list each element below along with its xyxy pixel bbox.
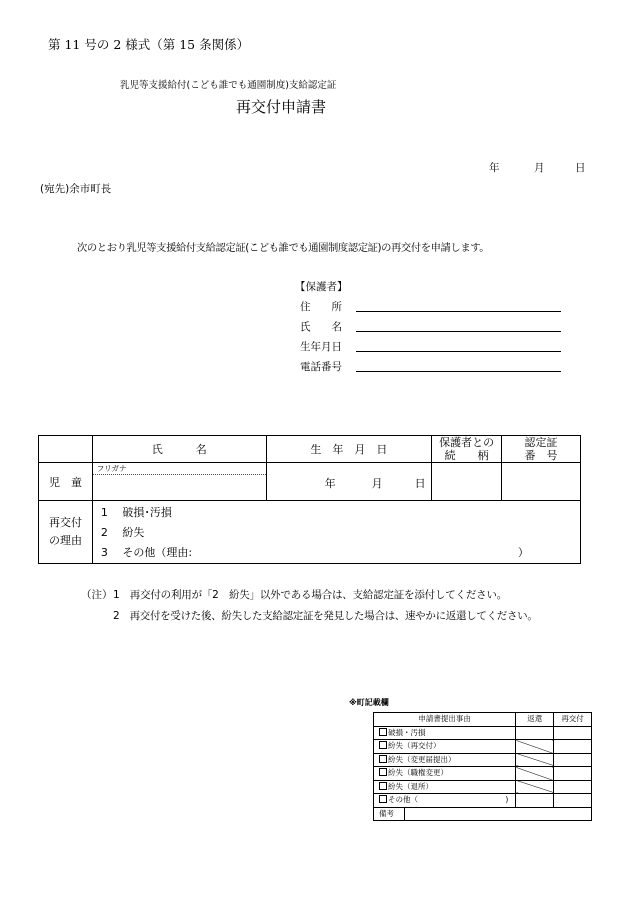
guardian-name-label: 氏 名 (300, 321, 342, 333)
child-info-table (38, 435, 581, 564)
date-month: 月 (534, 162, 545, 174)
office-return-cell[interactable] (516, 726, 554, 740)
checkbox-icon[interactable] (379, 795, 387, 803)
checkbox-icon[interactable] (379, 782, 387, 790)
date-year: 年 (489, 162, 500, 174)
child-dob-day: 日 (414, 477, 426, 490)
office-reissue-cell[interactable] (554, 740, 592, 754)
office-return-na-cell (516, 740, 554, 754)
office-return-na-cell (516, 753, 554, 767)
header-cert-number (502, 436, 581, 463)
office-row-label[interactable] (374, 780, 516, 794)
office-reissue-cell[interactable] (554, 753, 592, 767)
office-remarks-label: 備考 (374, 807, 405, 821)
office-reissue-cell[interactable] (554, 794, 592, 808)
office-row-close: ) (505, 795, 509, 805)
addressee: (宛先)余市町長 (40, 183, 112, 195)
office-header-reason: 申請書提出事由 (374, 713, 516, 727)
header-blank (39, 436, 93, 463)
checkbox-icon[interactable] (379, 755, 387, 763)
child-dob-cell[interactable] (266, 463, 432, 501)
child-cert-number-cell[interactable] (502, 463, 581, 501)
notes-prefix: （注） (81, 589, 113, 601)
guardian-phone-line[interactable] (356, 371, 561, 372)
office-row-label[interactable] (374, 767, 516, 781)
form-number: 第 11 号の 2 様式（第 15 条関係） (48, 37, 250, 52)
reason-option-other[interactable]: 3 その他（理由: (100, 546, 193, 559)
guardian-name-line[interactable] (356, 331, 561, 332)
child-dob-month: 月 (371, 477, 383, 490)
office-row-text: その他（ (388, 795, 418, 805)
guardian-phone-label: 電話番号 (300, 361, 342, 373)
guardian-address-line[interactable] (356, 311, 561, 312)
child-dob-year: 年 (324, 477, 336, 490)
office-row-label[interactable] (374, 753, 516, 767)
office-header-return: 返還 (516, 713, 554, 727)
furigana-label: フリガナ (93, 463, 266, 475)
office-row-label[interactable] (374, 726, 516, 740)
date-day: 日 (575, 162, 586, 174)
office-reissue-cell[interactable] (554, 780, 592, 794)
office-row-text: 破損・汚損 (388, 727, 426, 737)
checkbox-icon[interactable] (379, 768, 387, 776)
office-reissue-cell[interactable] (554, 726, 592, 740)
guardian-dob-label: 生年月日 (300, 341, 342, 353)
child-name-cell[interactable] (92, 463, 266, 501)
guardian-header: 【保護者】 (295, 281, 348, 293)
form-title: 再交付申請書 (236, 98, 327, 116)
child-relation-cell[interactable] (432, 463, 502, 501)
header-relation (432, 436, 502, 463)
office-row-text: 紛失（再交付） (388, 741, 441, 751)
office-use-title: ※町記載欄 (349, 698, 389, 707)
reason-label (39, 501, 93, 564)
application-statement: 次のとおり乳児等支援給付支給認定証(こども誰でも通園制度認定証)の再交付を申請します。 (77, 242, 490, 254)
header-relation-line1: 保護者との (439, 436, 495, 449)
reason-label-line2: の理由 (48, 534, 82, 547)
checkbox-icon[interactable] (379, 728, 387, 736)
guardian-address-label: 住 所 (300, 301, 342, 313)
office-reissue-cell[interactable] (554, 767, 592, 781)
reason-label-line1: 再交付 (48, 516, 82, 529)
header-name: 氏 名 (92, 436, 266, 463)
header-cert-line1: 認定証 (524, 436, 558, 449)
guardian-dob-line[interactable] (356, 351, 561, 352)
office-row-label[interactable] (374, 794, 516, 808)
reason-option-damaged[interactable]: 1 破損･汚損 (100, 506, 172, 519)
checkbox-icon[interactable] (379, 741, 387, 749)
office-header-reissue: 再交付 (554, 713, 592, 727)
header-dob: 生 年 月 日 (266, 436, 432, 463)
office-return-na-cell (516, 780, 554, 794)
header-relation-line2: 続 柄 (444, 449, 489, 462)
child-label: 児 童 (39, 463, 93, 501)
office-row-text: 紛失（職権変更） (388, 768, 448, 778)
office-return-cell[interactable] (516, 794, 554, 808)
form-subtitle: 乳児等支援給付(こども誰でも通園制度)支給認定証 (120, 80, 337, 91)
office-row-label[interactable] (374, 740, 516, 754)
note-2: 2 再交付を受けた後、紛失した支給認定証を発見した場合は、速やかに返還してください。 (113, 610, 538, 622)
office-return-na-cell (516, 767, 554, 781)
office-use-table (373, 712, 592, 821)
office-row-text: 紛失（変更届提出） (388, 754, 456, 764)
reason-option-lost[interactable]: 2 紛失 (100, 526, 145, 539)
reason-other-close: ） (517, 546, 529, 559)
note-1: 1 再交付の利用が「2 紛失」以外である場合は、支給認定証を添付してください。 (113, 589, 508, 601)
reason-cell (92, 501, 580, 564)
office-remarks-field[interactable] (404, 807, 591, 821)
header-cert-line2: 番 号 (524, 449, 558, 462)
office-row-text: 紛失（退所） (388, 781, 433, 791)
